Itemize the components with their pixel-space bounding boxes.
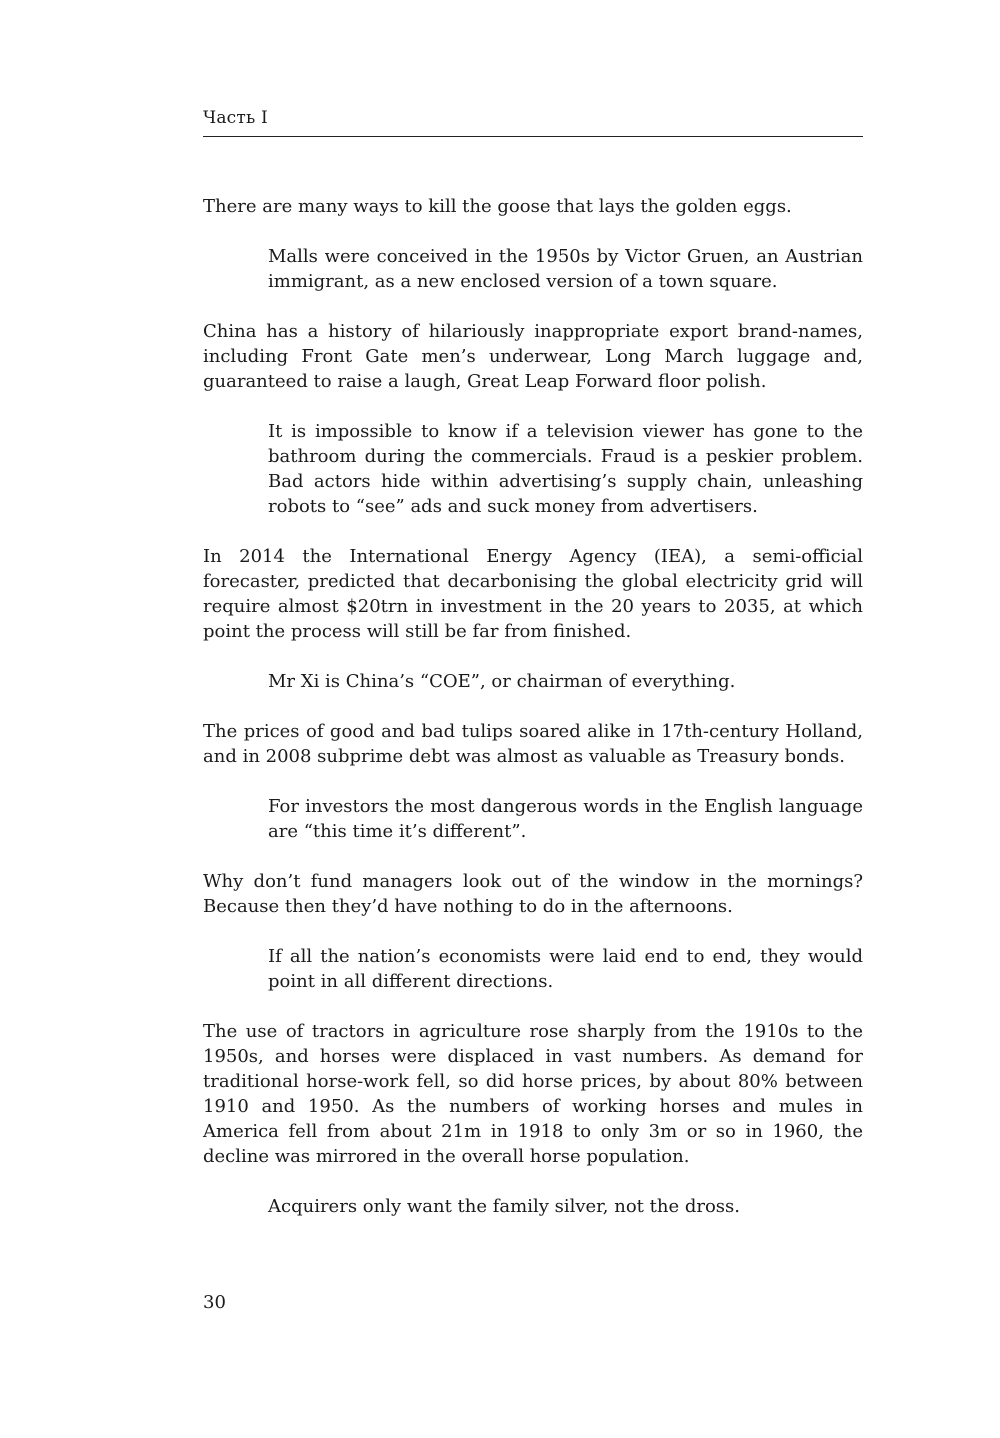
header-rule: [203, 136, 863, 137]
quote-paragraph: Malls were conceived in the 1950s by Victor Gruen, an Austrian immigrant, as a new enclosed version of a town square.: [268, 246, 863, 292]
paragraph: There are many ways to kill the goose that lays the golden eggs.: [203, 196, 792, 217]
body-text: [203, 194, 863, 1244]
quote-paragraph: It is impossible to know if a television viewer has gone to the bathroom during the commercials. Fraud is a peskier problem. Bad actors hide within advertising’s supply chain, unleashing robots to “see” ads and suck money from advertisers.: [268, 421, 863, 517]
paragraph: The use of tractors in agriculture rose sharply from the 1910s to the 1950s, and horses were displaced in vast numbers. As demand for traditional horse-work fell, so did horse prices, by about 80% between 1910 and 1950. As the numbers of working horses and mules in America fell from about 21m in 1918 to only 3m or so in 1960, the decline was mirrored in the overall horse population.: [203, 1021, 863, 1167]
quote-paragraph: Acquirers only want the family silver, not the dross.: [268, 1196, 740, 1217]
paragraph: Why don’t fund managers look out of the window in the mornings? Because then they’d have nothing to do in the afternoons.: [203, 871, 863, 917]
quote-paragraph: Mr Xi is China’s “COE”, or chairman of everything.: [268, 671, 736, 692]
paragraph: In 2014 the International Energy Agency (IEA), a semi-official forecaster, predicted that decarbonising the global electricity grid will require almost $20trn in investment in the 20 years to 2035, at which point the process will still be far from finished.: [203, 546, 863, 642]
paragraph: The prices of good and bad tulips soared alike in 17th-century Holland, and in 2008 subprime debt was almost as valuable as Treasury bonds.: [203, 721, 863, 767]
paragraph: China has a history of hilariously inappropriate export brand-names, including Front Gate men’s underwear, Long March luggage and, guaranteed to raise a laugh, Great Leap Forward floor polish.: [203, 321, 863, 392]
running-head: Часть I: [203, 108, 268, 128]
quote-paragraph: For investors the most dangerous words in the English language are “this time it’s different”.: [268, 796, 863, 842]
quote-paragraph: If all the nation’s economists were laid end to end, they would point in all different directions.: [268, 946, 863, 992]
page-number: 30: [203, 1292, 226, 1313]
